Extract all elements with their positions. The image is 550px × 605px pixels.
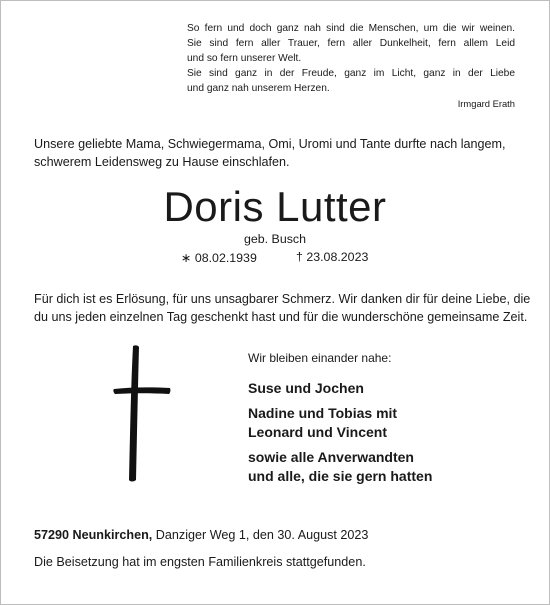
- thanks-line: du uns jeden einzelnen Tag geschenkt hast und für die wunderschöne gemeinsame Zeit.: [34, 310, 528, 324]
- family-group-3: [248, 448, 432, 486]
- family-group-2: [248, 404, 397, 442]
- poem: [187, 21, 515, 96]
- poem-line: So fern und doch ganz nah sind die Menschen, um die wir weinen.: [187, 23, 515, 34]
- family-line: Nadine und Tobias mit: [248, 405, 398, 421]
- death-date: † 23.08.2023: [296, 250, 369, 264]
- poem-author: Irmgard Erath: [457, 98, 515, 109]
- birth-date: ∗ 08.02.1939: [181, 251, 257, 265]
- thanks-text: [34, 290, 531, 326]
- intro-line: schwerem Leidensweg zu Hause einschlafen.: [34, 155, 290, 169]
- intro-line: Unsere geliebte Mama, Schwiegermama, Omi, Uromi und Tante durfte nach langem,: [34, 137, 506, 151]
- family-line: Leonard und Vincent: [248, 424, 387, 440]
- poem-line: Sie sind ganz in der Freude, ganz im Licht, ganz in der Liebe: [187, 68, 515, 79]
- deceased-name: Doris Lutter: [163, 183, 387, 230]
- place-date: [34, 528, 368, 542]
- burial-note: Die Beisetzung hat im engsten Familienkreis stattgefunden.: [34, 555, 366, 569]
- closing-line: Wir bleiben einander nahe:: [248, 351, 392, 365]
- poem-line: und so fern unserer Welt.: [187, 53, 302, 64]
- maiden-name: geb. Busch: [244, 232, 306, 246]
- place-city: 57290 Neunkirchen,: [34, 528, 153, 542]
- place-address: Danziger Weg 1, den 30. August 2023: [152, 528, 369, 542]
- intro-text: [34, 135, 520, 171]
- thanks-line: Für dich ist es Erlösung, für uns unsagbarer Schmerz. Wir danken dir für deine Liebe, die: [34, 292, 531, 306]
- poem-line: Sie sind fern aller Trauer, fern aller Dunkelheit, fern allem Leid: [187, 38, 515, 49]
- family-line: Suse und Jochen: [248, 380, 364, 396]
- family-group-1: [248, 379, 364, 398]
- cross-icon: [112, 344, 172, 484]
- poem-line: und ganz nah unserem Herzen.: [187, 83, 330, 94]
- family-line: und alle, die sie gern hatten: [248, 468, 433, 484]
- family-line: sowie alle Anverwandten: [248, 449, 414, 465]
